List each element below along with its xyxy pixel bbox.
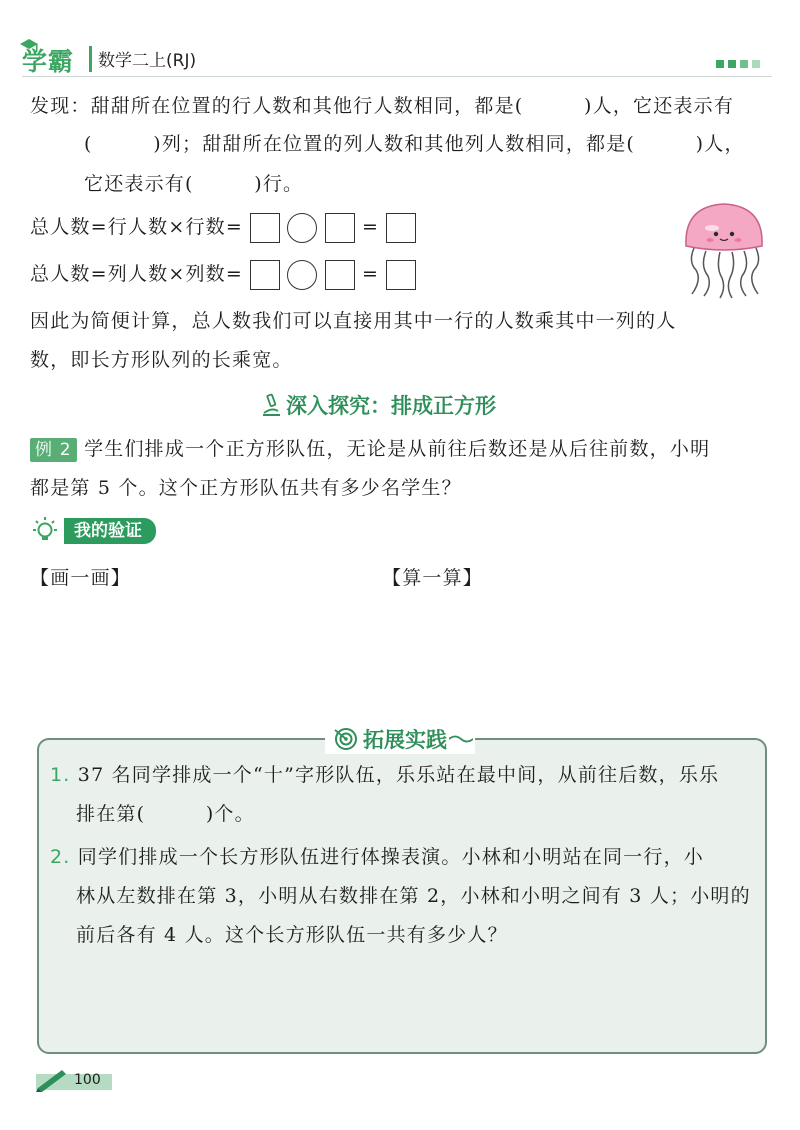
microscope-icon [260, 393, 282, 417]
target-icon [333, 726, 359, 752]
example-2-line-1 [30, 436, 710, 462]
answer-box[interactable] [386, 213, 416, 243]
equals-sign: = [361, 263, 380, 285]
operator-circle[interactable] [287, 213, 317, 243]
explore-heading [260, 390, 496, 420]
lightbulb-icon [30, 516, 60, 546]
practice-item-2-line-1 [50, 844, 704, 870]
practice-item-2-line-3: 前后各有 4 人。这个长方形队伍一共有多少人？ [76, 924, 508, 946]
practice-title: 拓展实践 [363, 728, 447, 752]
header-rule [22, 76, 772, 77]
answer-box[interactable] [250, 260, 280, 290]
header-square [752, 60, 760, 68]
practice-item-2-line-2: 林从左数排在第 3，小明从右数排在第 2，小林和小明之间有 3 人；小明的 [76, 885, 751, 907]
discovery-line-2: ( )列；甜甜所在位置的列人数和其他列人数相同，都是( )人， [84, 133, 745, 155]
header-divider [89, 46, 92, 72]
operator-circle[interactable] [287, 260, 317, 290]
jellyfish-illustration [674, 196, 774, 300]
practice-item-1-line-1 [50, 762, 719, 788]
conclusion-line-1: 因此为简便计算，总人数我们可以直接用其中一行的人数乘其中一列的人 [30, 310, 677, 332]
wave-decoration [449, 734, 473, 744]
explore-title: 深入探究：排成正方形 [286, 394, 496, 418]
example-badge: 例 2 [30, 438, 77, 462]
item-text: 37 名同学排成一个“十”字形队伍，乐乐站在最中间，从前往后数，乐乐 [77, 764, 720, 786]
draw-label: 【画一画】 [30, 567, 132, 589]
brand-logo: 学霸 [22, 47, 75, 76]
calc-label: 【算一算】 [382, 567, 484, 589]
row-formula [30, 213, 416, 243]
discovery-line-1: 发现：甜甜所在位置的行人数和其他行人数相同，都是( )人，它还表示有 [30, 95, 735, 117]
header-square [728, 60, 736, 68]
row-formula-label: 总人数=行人数×行数= [30, 216, 243, 238]
answer-box[interactable] [250, 213, 280, 243]
item-text: 同学们排成一个长方形队伍进行体操表演。小林和小明站在同一行，小 [77, 846, 704, 868]
answer-box[interactable] [325, 260, 355, 290]
practice-item-1-line-2: 排在第( )个。 [76, 803, 255, 825]
answer-box[interactable] [386, 260, 416, 290]
verify-title: 我的验证 [64, 518, 156, 544]
example-2-text-1: 学生们排成一个正方形队伍，无论是从前往后数还是从后往前数，小明 [84, 438, 711, 460]
equals-sign: = [361, 216, 380, 238]
header-square [716, 60, 724, 68]
answer-box[interactable] [325, 213, 355, 243]
item-number: 1. [50, 764, 71, 786]
example-2-line-2: 都是第 5 个。这个正方形队伍共有多少名学生？ [30, 477, 462, 499]
pencil-icon [36, 1070, 70, 1092]
subject-title: 数学二上(RJ) [98, 51, 197, 71]
page-number: 100 [74, 1072, 101, 1088]
discovery-line-3: 它还表示有( )行。 [84, 173, 304, 195]
practice-heading [333, 724, 473, 754]
col-formula [30, 260, 416, 290]
conclusion-line-2: 数，即长方形队列的长乘宽。 [30, 349, 293, 371]
item-number: 2. [50, 846, 71, 868]
col-formula-label: 总人数=列人数×列数= [30, 263, 243, 285]
header-square [740, 60, 748, 68]
